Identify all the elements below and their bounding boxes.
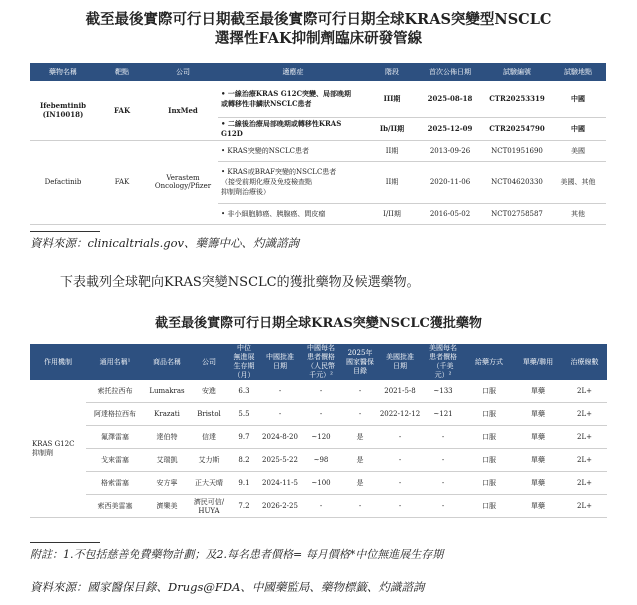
approved-cell: 是 — [342, 426, 378, 449]
indication-cell: • KRAS突變的NSCLC患者 — [218, 140, 368, 161]
approved-cell: 濟民可信/ HUYA — [190, 495, 228, 518]
approved-cell: - — [422, 472, 464, 495]
trial-id-cell: NCT01951690 — [484, 140, 550, 161]
approved-cell: Bristol — [190, 403, 228, 426]
phase-cell: I/II期 — [368, 203, 416, 224]
company-cell: InxMed — [148, 81, 218, 140]
approved-cell: - — [260, 380, 300, 403]
approved-table-title: 截至最後實際可行日期全球KRAS突變NSCLC獲批藥物 — [155, 316, 482, 331]
trial-id-cell: NCT04620330 — [484, 161, 550, 203]
fak-header-cell: 靶點 — [96, 63, 148, 81]
approved-cell: 單藥 — [514, 472, 562, 495]
approved-cell: 安進 — [190, 380, 228, 403]
fak-header-cell: 試驗編號 — [484, 63, 550, 81]
approved-cell: 口服 — [464, 380, 514, 403]
approved-cell: 7.2 — [228, 495, 260, 518]
intro-paragraph: 下表載列全球靶向KRAS突變NSCLC的獲批藥物及候選藥物。 — [60, 275, 420, 290]
drug-name-cell: Ifebemtinib (IN10018) — [30, 81, 96, 140]
footnote: 附註：1.不包括慈善免費藥物計劃；及2.每名患者價格= 每月價格*中位無進展生存期 — [30, 548, 444, 561]
approved-cell: ~120 — [300, 426, 342, 449]
approved-cell: 戈來雷塞 — [86, 449, 144, 472]
trial-site-cell: 美國、其他 — [550, 161, 606, 203]
approved-cell: 單藥 — [514, 380, 562, 403]
approved-cell: ~98 — [300, 449, 342, 472]
trial-id-cell: CTR20253319 — [484, 81, 550, 117]
fak-header-cell: 階段 — [368, 63, 416, 81]
phase-cell: Ib/II期 — [368, 117, 416, 140]
approved-cell: Lumakras — [144, 380, 190, 403]
approved-cell: 2024-11-5 — [260, 472, 300, 495]
approved-cell: - — [422, 449, 464, 472]
approved-cell: 是 — [342, 449, 378, 472]
approved-cell: - — [260, 403, 300, 426]
trial-id-cell: NCT02758587 — [484, 203, 550, 224]
date-cell: 2025-08-18 — [416, 81, 484, 117]
indication-cell: • KRAS或BRAF突變的NSCLC患者 （接受前期化療及免疫檢查點 抑制劑治療後） — [218, 161, 368, 203]
approved-cell: Krazati — [144, 403, 190, 426]
approved-cell: - — [300, 495, 342, 518]
fak-header-cell: 適應症 — [218, 63, 368, 81]
phase-cell: II期 — [368, 140, 416, 161]
approved-cell: 單藥 — [514, 403, 562, 426]
approved-cell: 達伯特 — [144, 426, 190, 449]
approved-cell: 單藥 — [514, 426, 562, 449]
source-note-1: 資料來源：clinicaltrials.gov、藥籌中心、灼識諮詢 — [30, 236, 300, 250]
approved-table-row — [30, 449, 607, 472]
fak-header-cell: 公司 — [148, 63, 218, 81]
table1-title-line1: 截至最後實際可行日期截至最後實際可行日期全球KRAS突變型NSCLC — [85, 11, 552, 28]
source-divider — [30, 231, 100, 232]
approved-cell: 2L+ — [562, 472, 607, 495]
approved-cell: 2025-5-22 — [260, 449, 300, 472]
approved-table-row — [30, 426, 607, 449]
approved-header-cell: 單藥/聯用 — [514, 344, 562, 380]
approved-cell: - — [378, 426, 422, 449]
approved-cell: 口服 — [464, 472, 514, 495]
approved-cell: - — [300, 380, 342, 403]
approved-cell: 口服 — [464, 426, 514, 449]
date-cell: 2020-11-06 — [416, 161, 484, 203]
approved-cell: 6.3 — [228, 380, 260, 403]
approved-cell: 2022-12-12 — [378, 403, 422, 426]
approved-cell: - — [378, 472, 422, 495]
phase-cell: II期 — [368, 161, 416, 203]
approved-cell: 口服 — [464, 403, 514, 426]
mechanism-cell: KRAS G12C 抑制劑 — [30, 380, 86, 518]
approved-cell: 9.1 — [228, 472, 260, 495]
approved-cell: 艾力斯 — [190, 449, 228, 472]
approved-header-cell: 中國批准 日期 — [260, 344, 300, 380]
approved-header-cell: 商品名稱 — [144, 344, 190, 380]
approved-cell: 是 — [342, 472, 378, 495]
approved-header-cell: 通用名稱¹ — [86, 344, 144, 380]
indication-cell: • 一線治療KRAS G12C突變、局部晚期 或轉移性非鱗狀NSCLC患者 — [218, 81, 368, 117]
approved-cell: - — [342, 403, 378, 426]
approved-header-cell: 給藥方式 — [464, 344, 514, 380]
fak-table-row — [30, 140, 606, 161]
approved-header-cell: 2025年 國家醫保 目錄 — [342, 344, 378, 380]
fak-table-row — [30, 81, 606, 117]
approved-cell: - — [300, 403, 342, 426]
note-divider — [30, 542, 100, 543]
approved-header-cell: 美國批准 日期 — [378, 344, 422, 380]
table1-title-line2: 選擇性FAK抑制劑臨床研發管線 — [214, 30, 423, 47]
approved-cell: - — [378, 495, 422, 518]
approved-cell: 8.2 — [228, 449, 260, 472]
approved-cell: 單藥 — [514, 495, 562, 518]
approved-header-cell: 治療線數 — [562, 344, 607, 380]
approved-cell: - — [342, 495, 378, 518]
approved-cell: 索托拉西布 — [86, 380, 144, 403]
approved-header-cell: 美國每名 患者價格 （千美 元）² — [422, 344, 464, 380]
approved-table-row — [30, 495, 607, 518]
trial-site-cell: 中國 — [550, 117, 606, 140]
approved-cell: ~133 — [422, 380, 464, 403]
approved-table-row — [30, 380, 607, 403]
approved-table-row — [30, 403, 607, 426]
date-cell: 2025-12-09 — [416, 117, 484, 140]
approved-cell: 9.7 — [228, 426, 260, 449]
approved-cell: 2L+ — [562, 403, 607, 426]
approved-cell: - — [378, 449, 422, 472]
approved-cell: 2L+ — [562, 495, 607, 518]
trial-site-cell: 美國 — [550, 140, 606, 161]
trial-id-cell: CTR20254790 — [484, 117, 550, 140]
fak-header-cell: 試驗地點 — [550, 63, 606, 81]
target-cell: FAK — [96, 81, 148, 140]
approved-header-cell: 公司 — [190, 344, 228, 380]
approved-cell: 口服 — [464, 449, 514, 472]
approved-cell: 氟澤雷塞 — [86, 426, 144, 449]
fak-header-cell: 藥物名稱 — [30, 63, 96, 81]
approved-cell: 安方寧 — [144, 472, 190, 495]
target-cell: FAK — [96, 140, 148, 224]
company-cell: Verastem Oncology/Pfizer — [148, 140, 218, 224]
approved-cell: 2021-5-8 — [378, 380, 422, 403]
approved-cell: 艾瑞凱 — [144, 449, 190, 472]
approved-cell: 2L+ — [562, 380, 607, 403]
source-note-2: 資料來源：國家醫保目錄、Drugs@FDA、中國藥監局、藥物標籤、灼識諮詢 — [30, 580, 425, 594]
approved-cell: 格索雷塞 — [86, 472, 144, 495]
fak-pipeline-table — [30, 63, 606, 225]
approved-header-cell: 中國每名 患者價格 （人民幣 千元）² — [300, 344, 342, 380]
approved-table-row — [30, 472, 607, 495]
approved-header-cell: 作用機制 — [30, 344, 86, 380]
approved-cell: 口服 — [464, 495, 514, 518]
approved-cell: 2L+ — [562, 426, 607, 449]
approved-cell: 2026-2-25 — [260, 495, 300, 518]
approved-cell: ~121 — [422, 403, 464, 426]
approved-drugs-table — [30, 344, 607, 518]
indication-cell: • 二線後治療局部晚期或轉移性KRAS G12D — [218, 117, 368, 140]
trial-site-cell: 其他 — [550, 203, 606, 224]
date-cell: 2016-05-02 — [416, 203, 484, 224]
approved-cell: 阿達格拉西布 — [86, 403, 144, 426]
trial-site-cell: 中國 — [550, 81, 606, 117]
approved-table-header-row — [30, 344, 607, 380]
approved-cell: 索西美雷塞 — [86, 495, 144, 518]
fak-table-header-row — [30, 63, 606, 81]
approved-cell: - — [422, 426, 464, 449]
approved-cell: 濟樂美 — [144, 495, 190, 518]
approved-cell: 2024-8-20 — [260, 426, 300, 449]
approved-cell: 單藥 — [514, 449, 562, 472]
approved-header-cell: 中位 無進展 生存期 （月） — [228, 344, 260, 380]
approved-cell: 正大天晴 — [190, 472, 228, 495]
drug-name-cell: Defactinib — [30, 140, 96, 224]
approved-cell: - — [422, 495, 464, 518]
approved-cell: 2L+ — [562, 449, 607, 472]
approved-cell: - — [342, 380, 378, 403]
approved-cell: ~100 — [300, 472, 342, 495]
date-cell: 2013-09-26 — [416, 140, 484, 161]
approved-cell: 信達 — [190, 426, 228, 449]
fak-header-cell: 首次公佈日期 — [416, 63, 484, 81]
phase-cell: III期 — [368, 81, 416, 117]
approved-cell: 5.5 — [228, 403, 260, 426]
indication-cell: • 非小細胞肺癌、胰腺癌、間皮瘤 — [218, 203, 368, 224]
